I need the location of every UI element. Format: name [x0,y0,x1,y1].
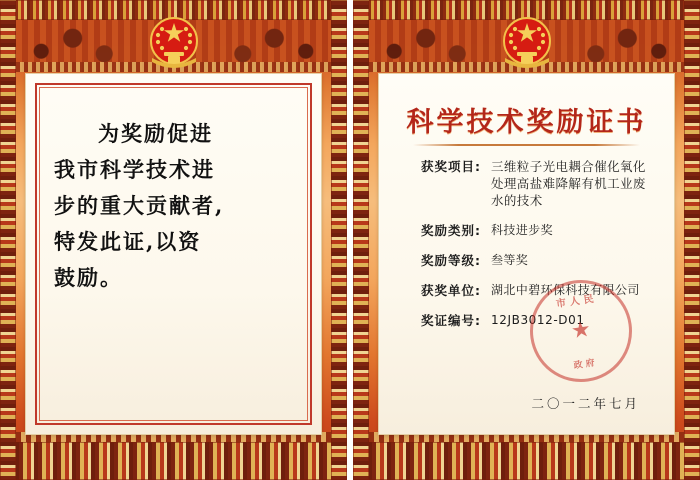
field-value: 科技进步奖 [491,223,554,237]
border-band-right [331,0,347,480]
right-certificate [353,0,700,480]
body-line: 特发此证,以资 [54,229,202,254]
certificate-title: 科学技术奖励证书 [406,107,647,138]
field-value: 三维粒子光电耦合催化氧化处理高盐难降解有机工业废水的技术 [491,159,646,208]
border-band-left [0,0,16,480]
border-band-right [684,0,700,480]
seal-top-text: 市人民 [555,293,599,311]
border-band-left [353,0,369,480]
field-label: 奖励等级: [421,253,481,268]
field-label: 奖证编号: [421,313,481,328]
field-row-category [407,222,652,239]
seal-bottom-text: 政府 [573,358,599,372]
border-band-bottom [353,442,700,480]
border-band-bottom [0,442,347,480]
title-divider [413,144,640,146]
field-label: 获奖项目: [421,159,481,174]
field-value: 12JB3012-D01 [491,313,585,327]
left-certificate [0,0,347,480]
body-line: 我市科学技术进 [54,157,215,182]
left-paper [26,74,321,434]
left-certificate-body [54,116,295,296]
field-value: 湖北中碧环保科技有限公司 [491,283,640,297]
field-value: 叁等奖 [491,253,529,267]
body-line: 为奖励促进 [98,121,213,146]
field-row-grade [407,252,652,269]
china-national-emblem-icon [495,14,559,74]
seal-star-icon: ★ [569,316,593,345]
issue-date: 二〇一二年七月 [531,396,640,411]
right-paper [379,74,674,434]
china-national-emblem-icon [142,14,206,74]
field-label: 奖励类别: [421,223,481,238]
body-line: 鼓励。 [54,265,123,290]
field-row-project [407,158,652,209]
body-line: 步的重大贡献者, [54,193,225,218]
field-label: 获奖单位: [421,283,481,298]
